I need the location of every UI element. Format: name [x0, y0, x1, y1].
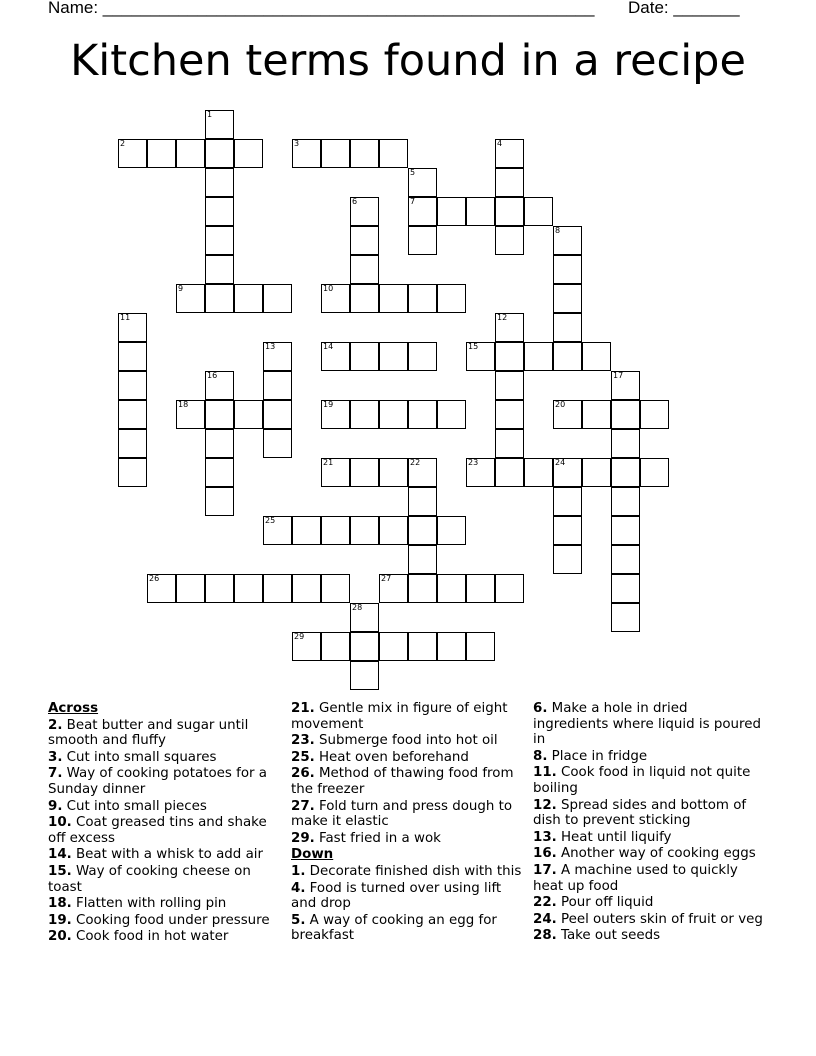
clue-text: Fast fried in a wok: [314, 830, 441, 846]
grid-cell[interactable]: [321, 139, 350, 168]
grid-cell[interactable]: [263, 429, 292, 458]
across-clue: [291, 701, 523, 732]
across-clue: [291, 799, 523, 830]
grid-cell-number: 9: [178, 284, 184, 293]
grid-cell-number: 11: [120, 313, 131, 322]
grid-cell[interactable]: [321, 574, 350, 603]
grid-cell-number: 18: [178, 400, 189, 409]
clue-text: Cut into small pieces: [62, 798, 207, 814]
grid-cell[interactable]: [350, 661, 379, 690]
grid-cell[interactable]: [408, 574, 437, 603]
down-clue: [533, 749, 765, 765]
clue-text: Gentle mix in figure of eight movement: [291, 701, 508, 732]
grid-cell[interactable]: [495, 458, 524, 487]
clue-text: Beat with a whisk to add air: [71, 847, 263, 863]
clue-text: Cook food in hot water: [71, 929, 229, 945]
grid-cell-number: 25: [265, 516, 276, 525]
grid-cell[interactable]: [118, 371, 147, 400]
clue-number: 14.: [48, 847, 72, 863]
clue-number: 2.: [48, 717, 63, 733]
grid-cell[interactable]: [437, 516, 466, 545]
grid-cell[interactable]: [205, 429, 234, 458]
grid-cell[interactable]: [524, 197, 553, 226]
clue-text: Pour off liquid: [556, 895, 654, 911]
clue-number: 28.: [533, 928, 557, 944]
grid-cell[interactable]: [263, 342, 292, 371]
clue-number: 21.: [291, 701, 315, 716]
grid-cell[interactable]: [118, 342, 147, 371]
grid-cell[interactable]: [205, 139, 234, 168]
grid-cell[interactable]: [379, 632, 408, 661]
grid-cell[interactable]: [495, 574, 524, 603]
grid-cell[interactable]: [292, 574, 321, 603]
grid-cell[interactable]: [205, 400, 234, 429]
grid-cell[interactable]: [321, 284, 350, 313]
grid-cell[interactable]: [379, 400, 408, 429]
across-clue: [48, 718, 280, 749]
grid-cell[interactable]: [495, 313, 524, 342]
down-clue: [533, 830, 765, 846]
grid-cell[interactable]: [292, 632, 321, 661]
clue-text: Cook food in liquid not quite boiling: [533, 765, 751, 796]
clue-text: Take out seeds: [556, 928, 661, 944]
grid-cell[interactable]: [553, 284, 582, 313]
grid-cell[interactable]: [611, 458, 640, 487]
grid-cell[interactable]: [263, 400, 292, 429]
clue-number: 27.: [291, 798, 315, 814]
grid-cell[interactable]: [582, 342, 611, 371]
grid-cell[interactable]: [553, 400, 582, 429]
grid-cell[interactable]: [234, 284, 263, 313]
down-heading: Down: [291, 847, 334, 863]
down-clue: [291, 913, 523, 944]
grid-cell[interactable]: [205, 574, 234, 603]
grid-cell-number: 3: [294, 139, 300, 148]
grid-cell[interactable]: [466, 574, 495, 603]
grid-cell[interactable]: [205, 487, 234, 516]
grid-cell[interactable]: [466, 342, 495, 371]
clue-text: Make a hole in dried ingredients where liquid is poured in: [533, 701, 761, 748]
grid-cell[interactable]: [611, 603, 640, 632]
clue-number: 17.: [533, 862, 557, 878]
grid-cell-number: 19: [323, 400, 334, 409]
clue-number: 4.: [291, 880, 306, 896]
grid-cell[interactable]: [118, 429, 147, 458]
clue-number: 26.: [291, 766, 315, 782]
grid-cell[interactable]: [611, 400, 640, 429]
grid-cell[interactable]: [466, 197, 495, 226]
clue-text: Cut into small squares: [62, 749, 217, 765]
grid-cell[interactable]: [495, 168, 524, 197]
grid-cell[interactable]: [611, 516, 640, 545]
grid-cell[interactable]: [350, 139, 379, 168]
grid-cell-number: 21: [323, 458, 334, 467]
grid-cell[interactable]: [321, 458, 350, 487]
clue-text: Decorate finished dish with this: [305, 863, 522, 879]
clue-number: 19.: [48, 912, 72, 928]
grid-cell[interactable]: [118, 313, 147, 342]
grid-cell-number: 13: [265, 342, 276, 351]
across-clue: [291, 766, 523, 797]
grid-cell[interactable]: [611, 371, 640, 400]
grid-cell[interactable]: [408, 197, 437, 226]
grid-cell-number: 7: [410, 197, 416, 206]
grid-cell[interactable]: [118, 458, 147, 487]
clue-number: 9.: [48, 798, 63, 814]
grid-cell[interactable]: [205, 284, 234, 313]
grid-cell[interactable]: [611, 574, 640, 603]
grid-cell-number: 8: [555, 226, 561, 235]
clue-text: Submerge food into hot oil: [314, 733, 498, 749]
grid-cell[interactable]: [350, 342, 379, 371]
down-clue: [533, 846, 765, 862]
down-clue: [533, 765, 765, 796]
across-clue: [291, 733, 523, 749]
clue-text: Beat butter and sugar until smooth and fluffy: [48, 717, 249, 749]
grid-cell-number: 22: [410, 458, 421, 467]
clue-text: A way of cooking an egg for breakfast: [291, 912, 497, 944]
clue-number: 16.: [533, 846, 557, 862]
across-clue: [48, 929, 280, 945]
grid-cell[interactable]: [176, 284, 205, 313]
grid-cell[interactable]: [495, 226, 524, 255]
clue-text: Way of cooking cheese on toast: [48, 863, 251, 895]
grid-cell[interactable]: [408, 284, 437, 313]
grid-cell[interactable]: [176, 574, 205, 603]
down-clue: [533, 863, 765, 894]
grid-cell[interactable]: [495, 371, 524, 400]
across-clue: [48, 766, 280, 797]
grid-cell[interactable]: [379, 284, 408, 313]
grid-cell[interactable]: [611, 545, 640, 574]
grid-cell[interactable]: [350, 400, 379, 429]
grid-cell[interactable]: [611, 429, 640, 458]
clue-number: 23.: [291, 733, 315, 749]
clue-number: 7.: [48, 766, 63, 782]
grid-cell[interactable]: [582, 400, 611, 429]
grid-cell-number: 5: [410, 168, 416, 177]
clue-text: Cooking food under pressure: [71, 912, 270, 928]
grid-cell[interactable]: [553, 487, 582, 516]
grid-cell[interactable]: [321, 342, 350, 371]
grid-cell-number: 1: [207, 110, 213, 119]
clue-text: Place in fridge: [547, 748, 648, 764]
grid-cell[interactable]: [553, 458, 582, 487]
clue-text: Method of thawing food from the freezer: [291, 766, 514, 797]
grid-cell[interactable]: [495, 197, 524, 226]
grid-cell[interactable]: [379, 516, 408, 545]
grid-cell[interactable]: [553, 313, 582, 342]
clue-text: Spread sides and bottom of dish to prevent sticking: [533, 797, 747, 829]
clue-number: 1.: [291, 863, 306, 879]
down-clue: [533, 701, 765, 748]
clue-text: A machine used to quickly heat up food: [533, 862, 738, 894]
grid-cell[interactable]: [176, 139, 205, 168]
grid-cell-number: 4: [497, 139, 503, 148]
grid-cell[interactable]: [553, 516, 582, 545]
grid-cell[interactable]: [147, 139, 176, 168]
clue-text: Food is turned over using lift and drop: [291, 880, 502, 912]
grid-cell-number: 17: [613, 371, 624, 380]
clue-number: 11.: [533, 765, 557, 781]
grid-cell[interactable]: [205, 371, 234, 400]
grid-cell[interactable]: [350, 458, 379, 487]
grid-cell[interactable]: [408, 342, 437, 371]
clues-column-1: [48, 701, 280, 946]
grid-cell[interactable]: [553, 342, 582, 371]
grid-cell[interactable]: [234, 574, 263, 603]
clue-number: 3.: [48, 749, 63, 765]
grid-cell[interactable]: [350, 255, 379, 284]
grid-cell-number: 29: [294, 632, 305, 641]
grid-cell[interactable]: [553, 226, 582, 255]
grid-cell-number: 20: [555, 400, 566, 409]
grid-cell[interactable]: [292, 139, 321, 168]
grid-cell[interactable]: [640, 458, 669, 487]
grid-cell[interactable]: [292, 516, 321, 545]
clue-text: Flatten with rolling pin: [71, 896, 227, 912]
grid-cell[interactable]: [205, 458, 234, 487]
grid-cell[interactable]: [495, 400, 524, 429]
grid-cell[interactable]: [524, 342, 553, 371]
grid-cell[interactable]: [379, 342, 408, 371]
across-heading: Across: [48, 701, 99, 716]
grid-cell-number: 2: [120, 139, 126, 148]
down-clue: [533, 912, 765, 928]
grid-cell[interactable]: [640, 400, 669, 429]
grid-cell[interactable]: [147, 574, 176, 603]
clue-number: 24.: [533, 911, 557, 927]
grid-cell[interactable]: [408, 226, 437, 255]
grid-cell[interactable]: [466, 458, 495, 487]
grid-cell[interactable]: [263, 284, 292, 313]
clue-text: Coat greased tins and shake off excess: [48, 815, 267, 846]
grid-cell[interactable]: [379, 574, 408, 603]
clue-number: 5.: [291, 912, 306, 928]
clues-column-3: [533, 701, 765, 945]
clue-number: 10.: [48, 815, 72, 831]
grid-cell[interactable]: [118, 400, 147, 429]
grid-cell[interactable]: [263, 371, 292, 400]
grid-cell[interactable]: [205, 255, 234, 284]
grid-cell[interactable]: [234, 400, 263, 429]
grid-cell[interactable]: [495, 139, 524, 168]
grid-cell[interactable]: [350, 603, 379, 632]
grid-cell[interactable]: [350, 284, 379, 313]
grid-cell[interactable]: [408, 632, 437, 661]
clue-text: Heat until liquify: [556, 829, 672, 845]
grid-cell-number: 28: [352, 603, 363, 612]
across-clue: [291, 831, 523, 847]
grid-cell[interactable]: [437, 400, 466, 429]
clue-text: Heat oven beforehand: [314, 749, 469, 765]
grid-cell[interactable]: [205, 110, 234, 139]
across-clue: [48, 864, 280, 895]
clue-text: Another way of cooking eggs: [556, 846, 756, 862]
clue-number: 6.: [533, 701, 548, 716]
grid-cell[interactable]: [408, 458, 437, 487]
clue-text: Fold turn and press dough to make it elastic: [291, 798, 513, 830]
clue-number: 29.: [291, 830, 315, 846]
clue-number: 12.: [533, 797, 557, 813]
down-clue: [533, 895, 765, 911]
grid-cell[interactable]: [176, 400, 205, 429]
grid-cell[interactable]: [350, 516, 379, 545]
down-clue: [291, 864, 523, 880]
clue-text: Peel outers skin of fruit or veg: [556, 911, 763, 927]
grid-cell[interactable]: [437, 284, 466, 313]
grid-cell[interactable]: [350, 226, 379, 255]
grid-cell[interactable]: [553, 545, 582, 574]
grid-cell[interactable]: [379, 458, 408, 487]
grid-cell[interactable]: [263, 516, 292, 545]
across-clue: [48, 847, 280, 863]
grid-cell[interactable]: [408, 487, 437, 516]
grid-cell[interactable]: [408, 545, 437, 574]
grid-cell[interactable]: [321, 632, 350, 661]
grid-cell[interactable]: [611, 487, 640, 516]
across-clue: [48, 896, 280, 912]
grid-cell-number: 6: [352, 197, 358, 206]
across-clue: [48, 913, 280, 929]
grid-cell-number: 24: [555, 458, 566, 467]
grid-cell[interactable]: [350, 197, 379, 226]
grid-cell[interactable]: [205, 226, 234, 255]
grid-cell[interactable]: [524, 458, 553, 487]
grid-cell[interactable]: [321, 400, 350, 429]
down-clue: [291, 881, 523, 912]
grid-cell[interactable]: [408, 400, 437, 429]
grid-cell[interactable]: [379, 139, 408, 168]
grid-cell[interactable]: [350, 632, 379, 661]
date-field-label: Date: _______: [628, 0, 740, 17]
across-clue: [291, 750, 523, 766]
clue-number: 20.: [48, 929, 72, 945]
clue-number: 22.: [533, 895, 557, 911]
clue-number: 15.: [48, 863, 72, 879]
grid-cell-number: 23: [468, 458, 479, 467]
grid-cell-number: 10: [323, 284, 334, 293]
grid-cell-number: 12: [497, 313, 508, 322]
grid-cell-number: 26: [149, 574, 160, 583]
grid-cell-number: 15: [468, 342, 479, 351]
grid-cell[interactable]: [582, 458, 611, 487]
clues-column-2: [291, 701, 523, 945]
grid-cell[interactable]: [495, 429, 524, 458]
grid-cell[interactable]: [118, 139, 147, 168]
down-clue: [533, 798, 765, 829]
across-clue: [48, 750, 280, 766]
grid-cell[interactable]: [437, 197, 466, 226]
grid-cell[interactable]: [263, 574, 292, 603]
grid-cell[interactable]: [553, 255, 582, 284]
clue-number: 18.: [48, 896, 72, 912]
clue-number: 13.: [533, 829, 557, 845]
clue-text: Way of cooking potatoes for a Sunday dinner: [48, 766, 267, 797]
name-field-label: Name: ____________________________________________________: [48, 0, 595, 17]
grid-cell[interactable]: [408, 516, 437, 545]
grid-cell-number: 27: [381, 574, 392, 583]
across-clue: [48, 799, 280, 815]
down-clue: [533, 928, 765, 944]
grid-cell[interactable]: [495, 342, 524, 371]
grid-cell[interactable]: [234, 139, 263, 168]
grid-cell[interactable]: [466, 632, 495, 661]
across-clue: [48, 815, 280, 846]
clue-number: 25.: [291, 749, 315, 765]
grid-cell[interactable]: [437, 574, 466, 603]
clue-number: 8.: [533, 748, 548, 764]
grid-cell-number: 14: [323, 342, 334, 351]
grid-cell[interactable]: [205, 168, 234, 197]
grid-cell[interactable]: [408, 168, 437, 197]
puzzle-title: Kitchen terms found in a recipe: [70, 36, 746, 86]
grid-cell[interactable]: [321, 516, 350, 545]
grid-cell[interactable]: [205, 197, 234, 226]
grid-cell[interactable]: [437, 632, 466, 661]
grid-cell-number: 16: [207, 371, 218, 380]
